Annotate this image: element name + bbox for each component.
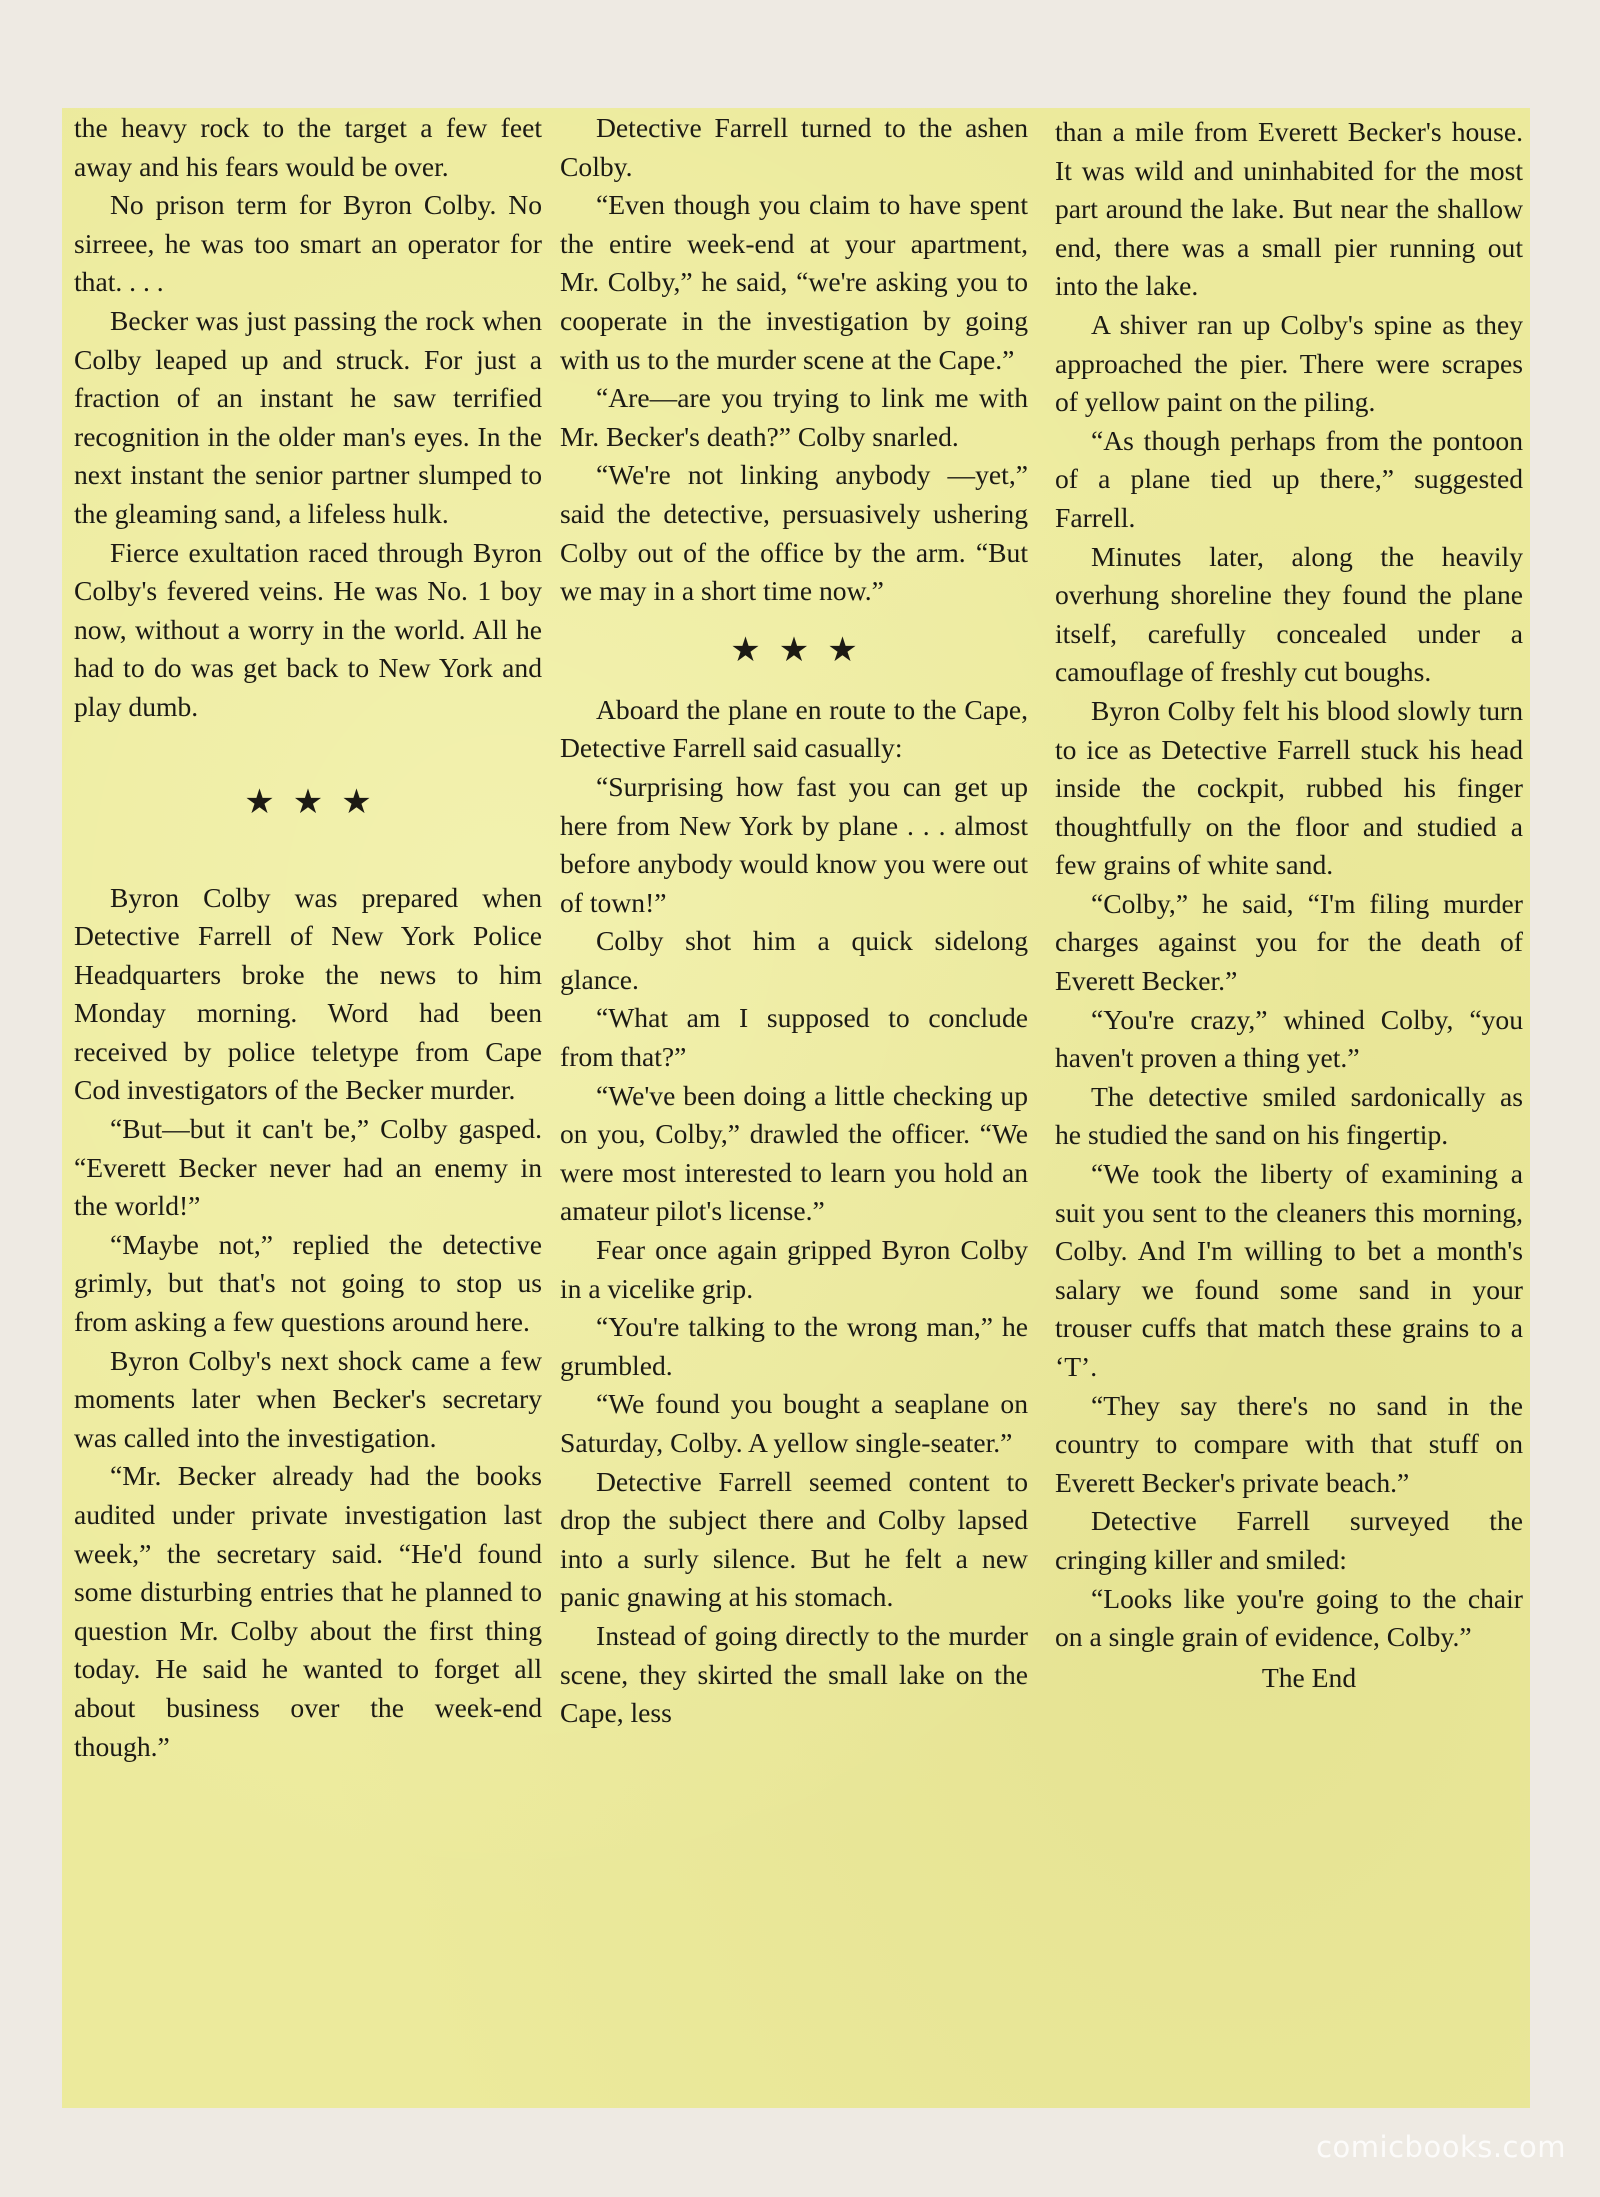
paragraph: Fierce exultation raced through Byron Colby's fevered veins. He was No. 1 boy now, without a worry in the world. All he had to do was get back to New York and play dumb. bbox=[74, 536, 542, 722]
paragraph: “Looks like you're going to the chair on a single grain of evidence, Colby.” bbox=[1055, 1582, 1523, 1653]
paragraph: than a mile from Everett Becker's house. It was wild and uninhabited for the most part around the lake. But near the shallow end, there was a small pier running out into the lake. bbox=[1055, 116, 1523, 302]
paragraph: “Colby,” he said, “I'm filing murder charges against you for the death of Everett Becker.” bbox=[1055, 887, 1523, 997]
paragraph: The detective smiled sardonically as he studied the sand on his fingertip. bbox=[1055, 1080, 1523, 1151]
text-column-1 bbox=[74, 109, 542, 1766]
paragraph: “Mr. Becker already had the books audited under private investigation last week,” the secretary said. “He'd found some disturbing entries that he planned to question Mr. Colby about the first thing today. He said he wanted to forget all about business over the week-end though.” bbox=[74, 1460, 542, 1762]
paragraph: Detective Farrell seemed content to drop the subject there and Colby lapsed into a surly silence. But he felt a new panic gnawing at his stomach. bbox=[560, 1465, 1028, 1613]
paragraph: “But—but it can't be,” Colby gasped. “Everett Becker never had an enemy in the world!” bbox=[74, 1113, 542, 1222]
paragraph: Colby shot him a quick sidelong glance. bbox=[560, 925, 1028, 995]
paragraph: “As though perhaps from the pontoon of a plane tied up there,” suggested Farrell. bbox=[1055, 424, 1523, 533]
paragraph: “We're not linking anybody —yet,” said the detective, persuasively ushering Colby out of the office by the arm. “But we may in a short time now.” bbox=[560, 459, 1028, 607]
paragraph: Byron Colby's next shock came a few moments later when Becker's secretary was called into the investigation. bbox=[74, 1344, 542, 1453]
paragraph: Detective Farrell turned to the ashen Colby. bbox=[560, 112, 1028, 182]
paragraph: “We've been doing a little checking up on you, Colby,” drawled the officer. “We were most interested to learn you hold an amateur pilot's license.” bbox=[560, 1079, 1028, 1227]
paragraph: A shiver ran up Colby's spine as they approached the pier. There were scrapes of yellow paint on the piling. bbox=[1055, 308, 1523, 418]
the-end-label: The End bbox=[1261, 1661, 1357, 1693]
paragraph: Becker was just passing the rock when Colby leaped up and struck. For just a fraction of an instant he saw terrified recognition in the older man's eyes. In the next instant the senior partner slumped to the gleaming sand, a lifeless hulk. bbox=[74, 304, 542, 529]
paragraph: the heavy rock to the target a few feet away and his fears would be over. bbox=[74, 112, 542, 182]
section-break-stars: ★★★ bbox=[730, 631, 876, 669]
watermark: comicbooks.com bbox=[1316, 2130, 1566, 2164]
paragraph: “Even though you claim to have spent the entire week-end at your apartment, Mr. Colby,” he said, “we're asking you to cooperate in the investigation by going with us to the murder scene at the Cape.” bbox=[560, 189, 1028, 375]
paragraph: “We found you bought a seaplane on Saturday, Colby. A yellow single-seater.” bbox=[560, 1388, 1028, 1458]
paragraph: No prison term for Byron Colby. No sirreee, he was too smart an operator for that. . . . bbox=[74, 189, 542, 298]
paragraph: Detective Farrell surveyed the cringing killer and smiled: bbox=[1055, 1505, 1523, 1575]
paragraph: Byron Colby was prepared when Detective Farrell of New York Police Headquarters broke the news to him Monday morning. Word had been received by police teletype from Cape Cod investigators of the Becker murder. bbox=[74, 881, 542, 1106]
paragraph: “Are—are you trying to link me with Mr. Becker's death?” Colby snarled. bbox=[560, 382, 1028, 452]
text-column-2 bbox=[560, 109, 1028, 1733]
section-break-stars: ★★★ bbox=[244, 783, 390, 821]
paragraph: “You're talking to the wrong man,” he grumbled. bbox=[560, 1311, 1028, 1381]
paragraph: Fear once again gripped Byron Colby in a vicelike grip. bbox=[560, 1234, 1028, 1304]
paragraph: Minutes later, along the heavily overhung shoreline they found the plane itself, carefully concealed under a camouflage of freshly cut boughs. bbox=[1055, 540, 1523, 688]
story-page-panel bbox=[62, 108, 1530, 2108]
paragraph: “They say there's no sand in the country to compare with that stuff on Everett Becker's private beach.” bbox=[1055, 1389, 1523, 1498]
paragraph: “We took the liberty of examining a suit you sent to the cleaners this morning, Colby. And I'm willing to bet a month's salary we found some sand in your trouser cuffs that match these grains to a ‘T’. bbox=[1055, 1158, 1523, 1382]
paragraph: “Maybe not,” replied the detective grimly, but that's not going to stop us from asking a few questions around here. bbox=[74, 1228, 542, 1338]
paragraph: “Surprising how fast you can get up here from New York by plane . . . almost before anybody would know you were out of town!” bbox=[560, 770, 1028, 918]
text-column-3 bbox=[1055, 113, 1523, 1697]
paragraph: Instead of going directly to the murder scene, they skirted the small lake on the Cape, less bbox=[560, 1619, 1028, 1729]
paragraph: Aboard the plane en route to the Cape, Detective Farrell said casually: bbox=[560, 693, 1028, 764]
paragraph: Byron Colby felt his blood slowly turn to ice as Detective Farrell stuck his head inside the cockpit, rubbed his finger thoughtfully on the floor and studied a few grains of white sand. bbox=[1055, 694, 1523, 881]
paragraph: “What am I supposed to conclude from that?” bbox=[560, 1002, 1028, 1073]
paragraph: “You're crazy,” whined Colby, “you haven't proven a thing yet.” bbox=[1055, 1003, 1523, 1074]
